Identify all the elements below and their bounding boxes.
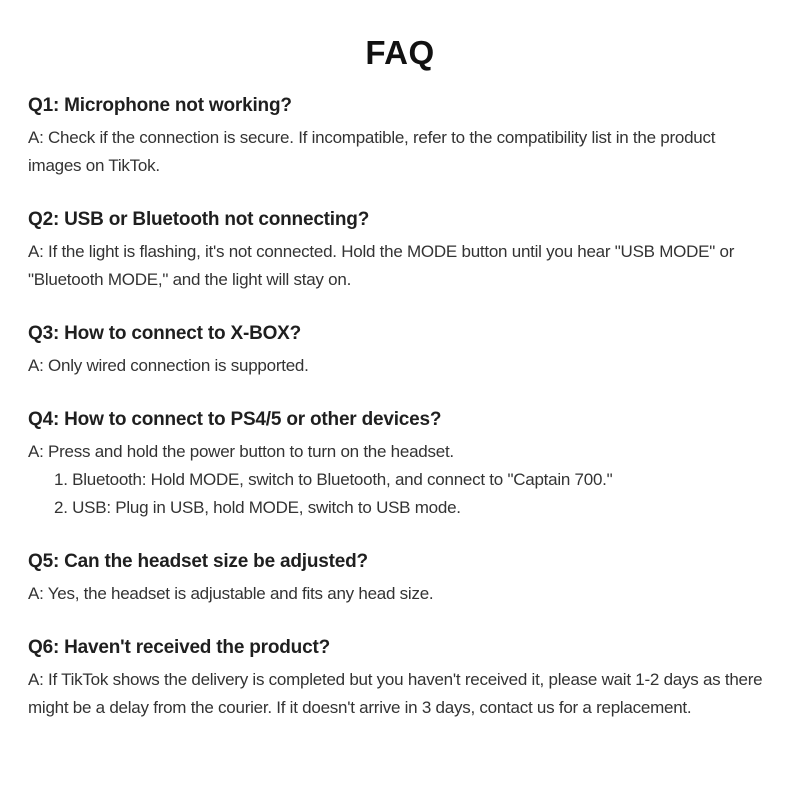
faq-answer: A: Press and hold the power button to turn on the headset. — [28, 442, 454, 461]
faq-answer: A: Yes, the headset is adjustable and fits any head size. — [28, 584, 434, 603]
faq-question: Q5: Can the headset size be adjusted? — [28, 551, 368, 572]
faq-answer: A: If the light is flashing, it's not connected. Hold the MODE button until you hear "USB MODE" or "Bluetooth MODE," and the light will stay on. — [28, 242, 735, 289]
faq-question: Q2: USB or Bluetooth not connecting? — [28, 209, 370, 230]
faq-question: Q1: Microphone not working? — [28, 95, 292, 116]
faq-item-q6 — [28, 637, 772, 722]
faq-answer: A: Only wired connection is supported. — [28, 356, 309, 375]
faq-item-q5 — [28, 551, 772, 608]
faq-question: Q4: How to connect to PS4/5 or other devices? — [28, 409, 442, 430]
faq-item-q3 — [28, 323, 772, 380]
faq-question: Q6: Haven't received the product? — [28, 637, 330, 658]
faq-question: Q3: How to connect to X-BOX? — [28, 323, 302, 344]
faq-answer-step: 2. USB: Plug in USB, hold MODE, switch to USB mode. — [54, 498, 461, 517]
faq-answer: A: Check if the connection is secure. If incompatible, refer to the compatibility list in the product images on TikTok. — [28, 128, 716, 175]
faq-item-q1 — [28, 95, 772, 180]
faq-answer-step: 1. Bluetooth: Hold MODE, switch to Bluetooth, and connect to "Captain 700." — [54, 470, 613, 489]
faq-item-q4 — [28, 409, 772, 522]
faq-answer: A: If TikTok shows the delivery is completed but you haven't received it, please wait 1-2 days as there might be a delay from the courier. If it doesn't arrive in 3 days, contact us for a replacement. — [28, 670, 763, 717]
faq-item-q2 — [28, 209, 772, 294]
page-title: FAQ — [365, 34, 435, 71]
